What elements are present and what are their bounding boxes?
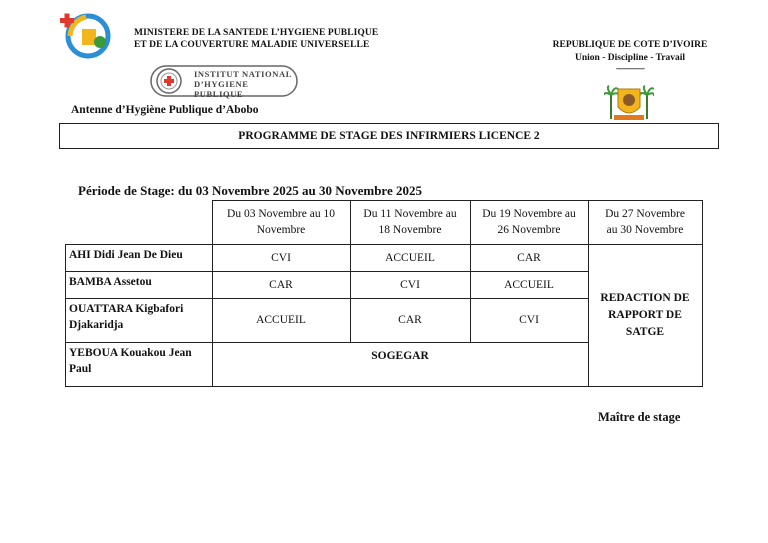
student-name: AHI Didi Jean De Dieu <box>66 244 213 271</box>
student-name <box>66 342 213 386</box>
student-name: BAMBA Assetou <box>66 271 213 298</box>
ministry-line1: MINISTERE DE LA SANTEDE L’HYGIENE PUBLIQUE <box>134 28 379 38</box>
inhp-logo <box>150 65 298 97</box>
assignment-cell: CAR <box>212 271 350 298</box>
table-row <box>66 244 703 271</box>
assignment-cell: CAR <box>350 298 470 342</box>
report-writing-cell <box>588 244 702 386</box>
republic-separator: ------------- <box>615 64 645 74</box>
student-name <box>66 298 213 342</box>
ministry-logo <box>56 12 114 60</box>
column-header-line2: Novembre <box>256 224 306 237</box>
signature-label: Maître de stage <box>598 410 681 424</box>
column-header <box>470 201 588 245</box>
page-title: PROGRAMME DE STAGE DES INFIRMIERS LICENCE 2 <box>59 123 719 149</box>
republic-motto: Union - Discipline - Travail <box>575 53 685 63</box>
student-name-line2: Djakaridja <box>69 318 124 331</box>
student-name-line2: Paul <box>69 362 92 375</box>
column-header-line2: 26 Novembre <box>497 224 561 237</box>
report-line3: SATGE <box>625 325 665 338</box>
antenne-label: Antenne d’Hygiène Publique d’Abobo <box>71 104 259 116</box>
student-name-line1: YEBOUA Kouakou Jean <box>69 346 192 359</box>
stage-period: Période de Stage: du 03 Novembre 2025 au 30 Novembre 2025 <box>78 183 422 198</box>
assignment-cell: ACCUEIL <box>212 298 350 342</box>
inhp-line1: INSTITUT NATIONAL <box>194 69 292 79</box>
column-header-line1: Du 27 Novembre <box>605 208 685 221</box>
column-header <box>350 201 470 245</box>
assignment-cell: CVI <box>470 298 588 342</box>
assignment-cell: ACCUEIL <box>470 271 588 298</box>
student-name-line1: OUATTARA Kigbafori <box>69 302 184 315</box>
column-header-line1: Du 03 Novembre au 10 <box>227 208 335 221</box>
report-line1: REDACTION DE <box>600 291 690 304</box>
republic-name: REPUBLIQUE DE COTE D’IVOIRE <box>552 40 708 50</box>
empty-corner-cell <box>66 201 213 245</box>
assignment-cell: CVI <box>350 271 470 298</box>
report-line2: RAPPORT DE <box>608 308 682 321</box>
inhp-line2: D’HYGIENE PUBLIQUE <box>194 79 249 99</box>
assignment-cell: CAR <box>470 244 588 271</box>
column-header-line1: Du 19 Novembre au <box>482 208 576 221</box>
table-header-row <box>66 201 703 245</box>
column-header <box>588 201 702 245</box>
assignment-cell: ACCUEIL <box>350 244 470 271</box>
ministry-line2: ET DE LA COUVERTURE MALADIE UNIVERSELLE <box>134 40 370 50</box>
column-header-line1: Du 11 Novembre au <box>363 208 457 221</box>
column-header <box>212 201 350 245</box>
column-header-line2: au 30 Novembre <box>606 224 684 237</box>
program-table <box>65 200 703 387</box>
coat-of-arms-emblem <box>604 81 654 123</box>
column-header-line2: 18 Novembre <box>378 224 442 237</box>
republic-block <box>540 39 720 73</box>
ministry-name <box>134 27 378 51</box>
assignment-cell: CVI <box>212 244 350 271</box>
merged-assignment-cell: SOGEGAR <box>212 342 588 386</box>
